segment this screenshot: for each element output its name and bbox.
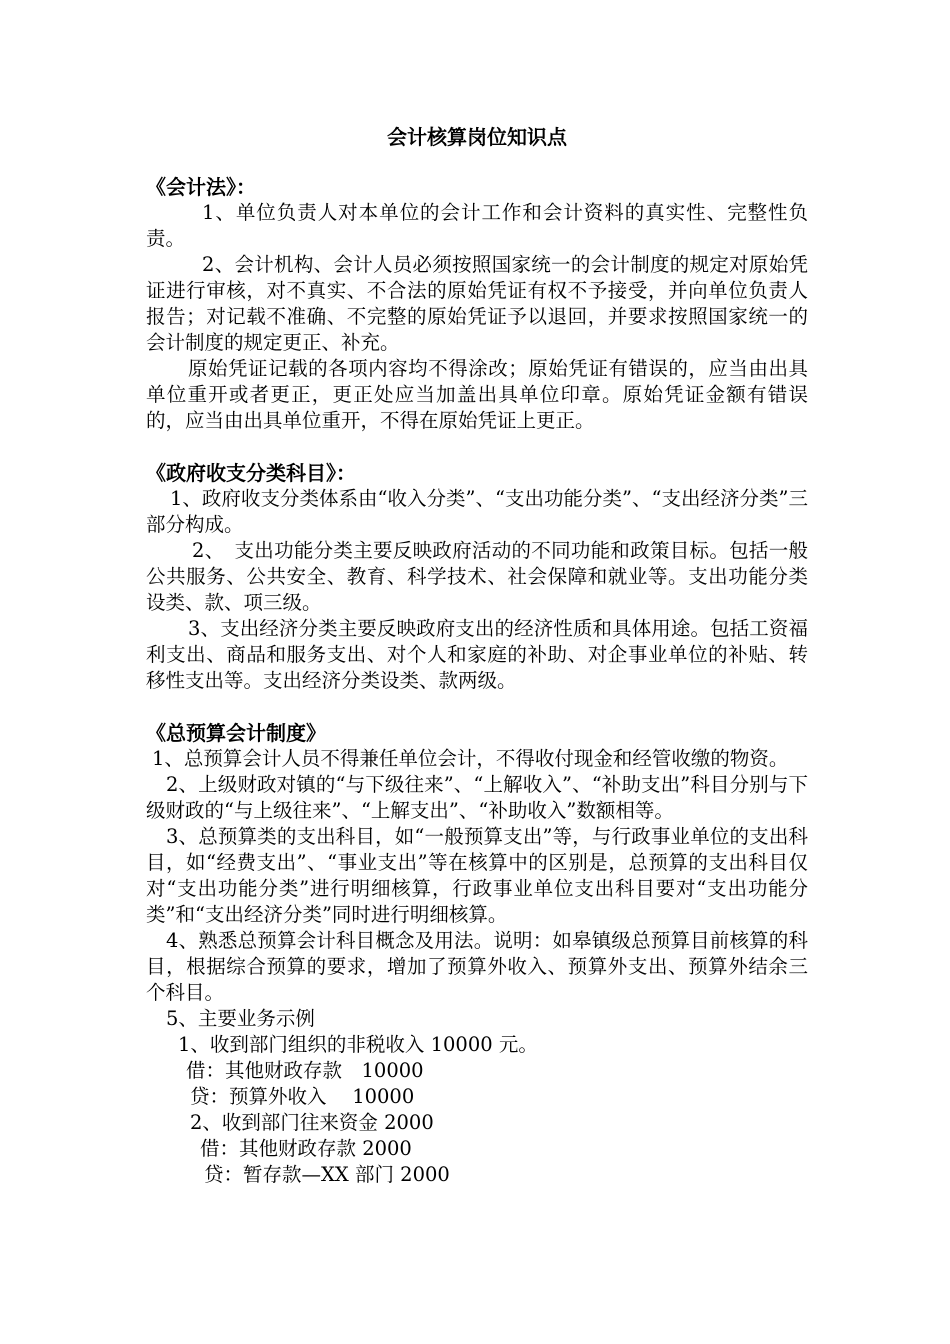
- document-body: [146, 122, 808, 1188]
- paragraph: 5、主要业务示例: [166, 1007, 315, 1030]
- paragraph: 3、总预算类的支出科目，如“一般预算支出”等，与行政事业单位的支出科目，如“经费支出”、“事业支出”等在核算中的区别是，总预算的支出科目仅对“支出功能分类”进行明细核算，行政事业单位支出科目要对“支出功能分类”和“支出经济分类”同时进行明细核算。: [146, 825, 808, 926]
- paragraph: 2、上级财政对镇的“与下级往来”、“上解收入”、“补助支出”科目分别与下级财政的“与上级往来”、“上解支出”、“补助收入”数额相等。: [146, 773, 808, 822]
- journal-example-line: 2、收到部门往来资金 2000: [190, 1111, 434, 1134]
- journal-debit-line: 借：其他财政存款 2000: [200, 1137, 412, 1160]
- section-heading: 《会计法》：: [146, 175, 256, 199]
- blank-line: [146, 434, 808, 460]
- section-accounting-law: [146, 174, 808, 434]
- paragraph: 4、熟悉总预算会计科目概念及用法。说明：如皋镇级总预算目前核算的科目，根据综合预算的要求，增加了预算外收入、预算外支出、预算外结余三个科目。: [146, 929, 808, 1004]
- section-heading: 《政府收支分类科目》：: [146, 461, 356, 485]
- section-heading: 《总预算会计制度》: [146, 721, 326, 745]
- paragraph: 3、支出经济分类主要反映政府支出的经济性质和具体用途。包括工资福利支出、商品和服务支出、对个人和家庭的补助、对企事业单位的补贴、转移性支出等。支出经济分类设类、款两级。: [146, 617, 808, 692]
- section-government-revenue-expenditure-classification: [146, 460, 808, 694]
- journal-debit-line: 借：其他财政存款 10000: [186, 1059, 424, 1082]
- blank-line: [146, 694, 808, 720]
- paragraph: 1、政府收支分类体系由“收入分类”、“支出功能分类”、“支出经济分类”三部分构成。: [146, 487, 808, 536]
- paragraph: 1、总预算会计人员不得兼任单位会计，不得收付现金和经管收缴的物资。: [152, 747, 789, 770]
- journal-credit-line: 贷：暂存款—XX 部门 2000: [204, 1163, 450, 1186]
- paragraph: 原始凭证记载的各项内容均不得涂改；原始凭证有错误的，应当由出具单位重开或者更正，更正处应当加盖出具单位印章。原始凭证金额有错误的，应当由出具单位重开，不得在原始凭证上更正。: [146, 357, 808, 432]
- document-title: 会计核算岗位知识点: [387, 125, 567, 149]
- paragraph: 1、单位负责人对本单位的会计工作和会计资料的真实性、完整性负责。: [146, 201, 808, 250]
- paragraph: 2、会计机构、会计人员必须按照国家统一的会计制度的规定对原始凭证进行审核，对不真实、不合法的原始凭证有权不予接受，并向单位负责人报告；对记载不准确、不完整的原始凭证予以退回，并要求按照国家统一的会计制度的规定更正、补充。: [146, 253, 808, 354]
- journal-example-line: 1、收到部门组织的非税收入 10000 元。: [178, 1033, 538, 1056]
- journal-credit-line: 贷：预算外收入 10000: [190, 1085, 415, 1108]
- paragraph: 2、 支出功能分类主要反映政府活动的不同功能和政策目标。包括一般公共服务、公共安全、教育、科学技术、社会保障和就业等。支出功能分类设类、款、项三级。: [146, 539, 808, 614]
- section-general-budget-accounting-system: [146, 720, 808, 1188]
